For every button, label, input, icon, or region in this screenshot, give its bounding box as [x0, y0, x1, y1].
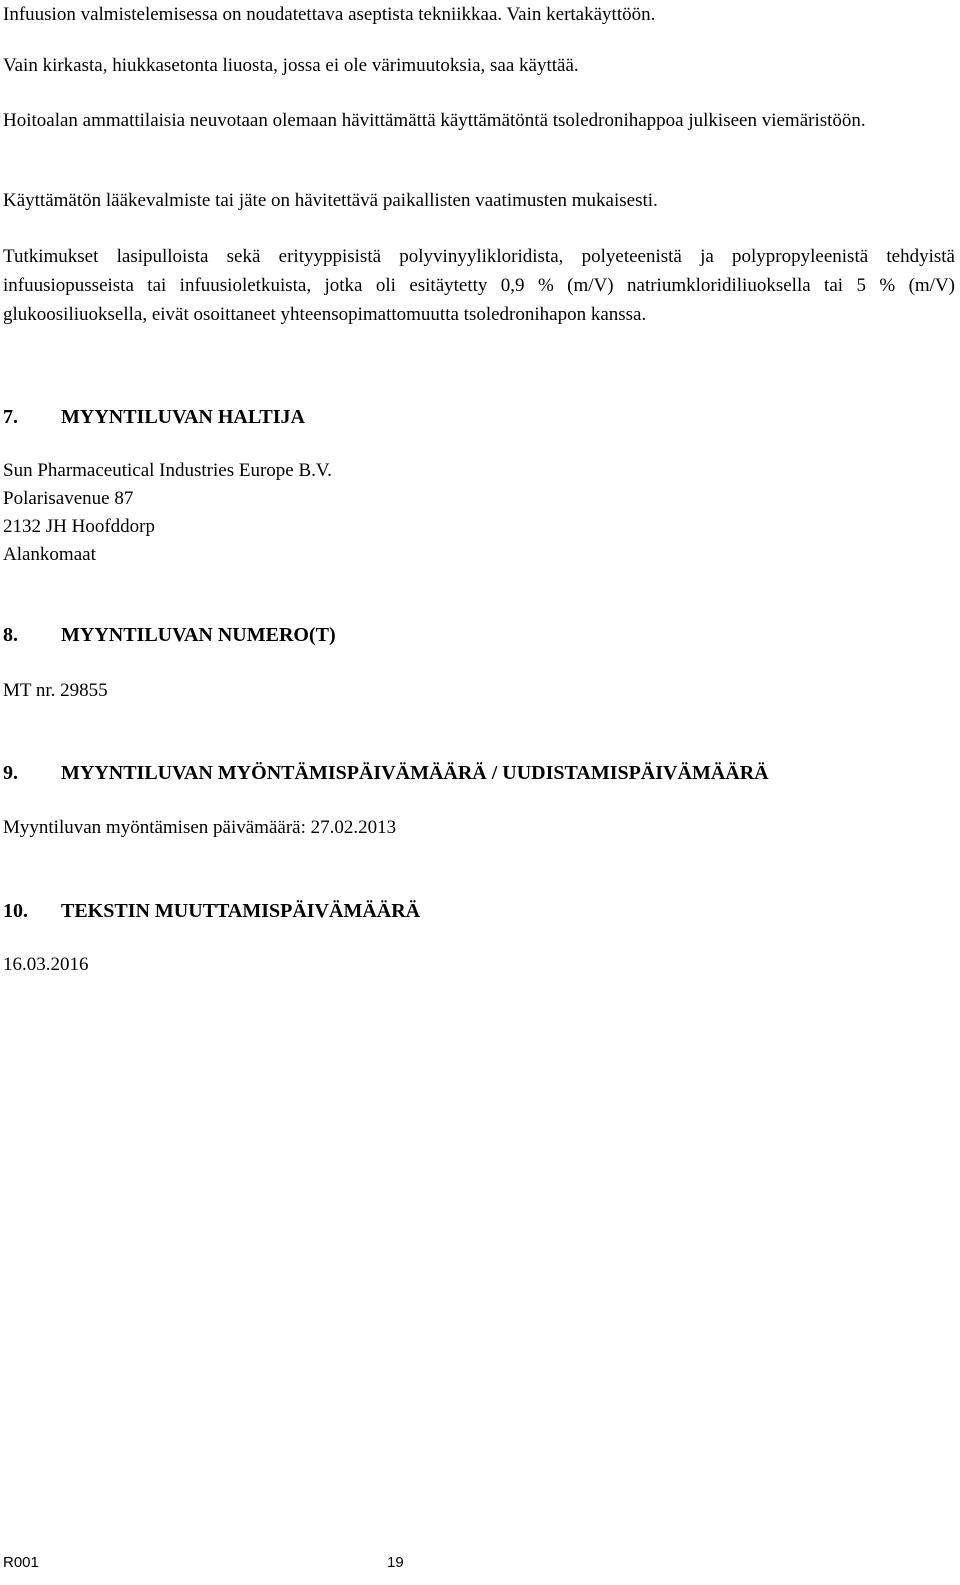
section-heading-revision-date: [3, 897, 420, 926]
paragraph-disposal-advice: Hoitoalan ammattilaisia neuvotaan olemaan hävittämättä käyttämätöntä tsoledronihappoa julkiseen viemäristöön.: [3, 110, 866, 131]
license-number-value: MT nr. 29855: [3, 680, 108, 701]
section-heading-authorisation-date: [3, 759, 769, 788]
paragraph-compatibility: Tutkimukset lasipulloista sekä erityyppisistä polyvinyylikloridista, polyeteenistä ja polypropyleenistä tehdyistä infuusiopusseista tai infuusioletkuista, jotka oli esitäytetty 0,9 % (m/V) natriumkloridiliuoksella tai 5 % (m/V) glukoosiliuoksella, eivät osoittaneet yhteensopimattomuutta tsoledronihapon kanssa.: [3, 246, 955, 325]
section-heading-license-number: [3, 621, 336, 650]
paragraph-aseptic: Infuusion valmistelemisessa on noudatettava aseptista tekniikkaa. Vain kertakäyttöön.: [3, 4, 656, 25]
section-number: 9.: [3, 762, 18, 784]
section-title: TEKSTIN MUUTTAMISPÄIVÄMÄÄRÄ: [61, 900, 421, 922]
paragraph-waste: Käyttämätön lääkevalmiste tai jäte on hävitettävä paikallisten vaatimusten mukaisesti.: [3, 190, 658, 211]
section-title: MYYNTILUVAN HALTIJA: [61, 406, 305, 428]
section-number: 10.: [3, 900, 28, 922]
footer-page-number: 19: [387, 1554, 404, 1571]
authorisation-date-value: Myyntiluvan myöntämisen päivämäärä: 27.02.2013: [3, 817, 397, 838]
holder-street-address: Polarisavenue 87: [3, 488, 134, 509]
footer-document-code: R001: [3, 1554, 39, 1571]
section-number: 7.: [3, 406, 18, 428]
section-heading-holder: [3, 403, 305, 432]
section-title: MYYNTILUVAN NUMERO(T): [61, 624, 336, 646]
paragraph-clear-solution: Vain kirkasta, hiukkasetonta liuosta, jossa ei ole värimuutoksia, saa käyttää.: [3, 55, 579, 76]
section-number: 8.: [3, 624, 18, 646]
revision-date-value: 16.03.2016: [3, 954, 89, 975]
holder-company-name: Sun Pharmaceutical Industries Europe B.V.: [3, 460, 332, 481]
section-title: MYYNTILUVAN MYÖNTÄMISPÄIVÄMÄÄRÄ / UUDISTAMISPÄIVÄMÄÄRÄ: [61, 762, 769, 784]
holder-country: Alankomaat: [3, 544, 96, 565]
holder-postal-city: 2132 JH Hoofddorp: [3, 516, 155, 537]
